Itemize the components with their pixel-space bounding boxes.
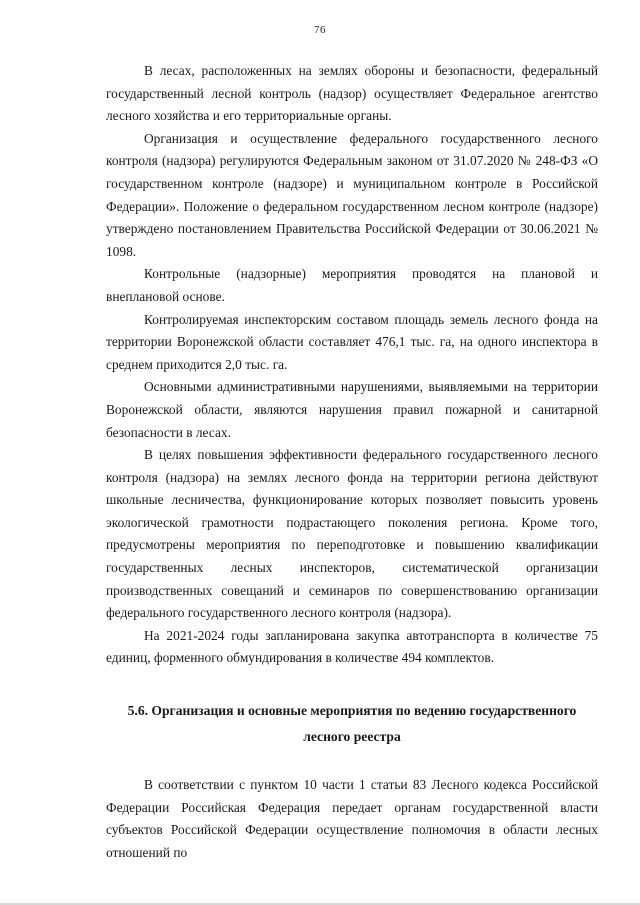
paragraph-defense-lands: В лесах, расположенных на землях обороны и безопасности, федеральный государственный лесной контроль (надзор) осуществляет Федеральное агентство лесного хозяйства и его территориальные органы.: [106, 63, 598, 124]
paragraph-violations: Основными административными нарушениями, выявляемыми на территории Воронежской области, являются нарушения правил пожарной и санитарной безопасности в лесах.: [106, 379, 598, 440]
paragraph-controlled-area: Контролируемая инспекторским составом площадь земель лесного фонда на территории Воронежской области составляет 476,1 тыс. га, на одного инспектора в среднем приходится 2,0 тыс. га.: [106, 311, 598, 372]
section-heading: 5.6. Организация и основные мероприятия по ведению государственного лесного реестра: [127, 703, 577, 745]
paragraph-regulation: Организация и осуществление федерального государственного лесного контроля (надзора) регулируются Федеральным законом от 31.07.2020 № 248-ФЗ «О государственном контроле (надзоре) и муниципальном контроле в Российской Федерации». Положение о федеральном государственном лесном контроле (надзоре) утверждено постановлением Правительства Российской Федерации от 30.06.2021 № 1098.: [106, 130, 598, 259]
paragraph-section-intro: В соответствии с пунктом 10 части 1 статьи 83 Лесного кодекса Российской Федерации Российская Федерация передает органам государственной власти субъектов Российской Федерации осуществление полномочия в области лесных отношений по: [106, 777, 598, 860]
paragraph-efficiency-measures: В целях повышения эффективности федерального государственного лесного контроля (надзора) на землях лесного фонда на территории региона действуют школьные лесничества, функционирование которых позволяет повысить уровень экологической грамотности подрастающего поколения региона. Кроме того, предусмотрены мероприятия по переподготовке и повышению квалификации государственных лесных инспекторов, систематической организации производственных совещаний и семинаров по совершенствованию организации федерального государственного лесного контроля (надзора).: [106, 447, 598, 621]
paragraph-procurement: На 2021-2024 годы запланирована закупка автотранспорта в количестве 75 единиц, форменного обмундирования в количестве 494 комплектов.: [106, 627, 598, 666]
paragraph-inspections: Контрольные (надзорные) мероприятия проводятся на плановой и внеплановой основе.: [106, 266, 598, 304]
document-body: [106, 60, 598, 864]
page-number: 76: [314, 24, 326, 36]
